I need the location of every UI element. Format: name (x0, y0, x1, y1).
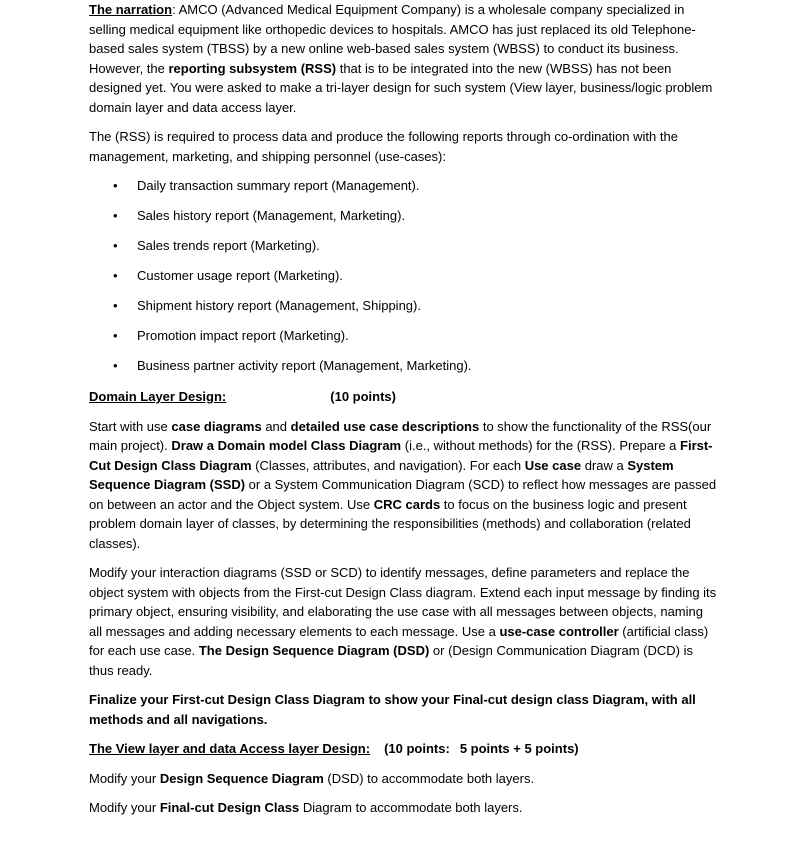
bullet-icon: • (113, 358, 118, 373)
document-page (89, 0, 719, 818)
bullet-icon: • (113, 208, 118, 223)
bullet-icon: • (113, 178, 118, 193)
domain-heading-label: Domain Layer Design: (89, 389, 227, 404)
bullet-icon: • (113, 298, 118, 313)
domain-layer-heading (89, 387, 719, 407)
list-item: • Sales trends report (Marketing). (89, 236, 719, 266)
view-heading-points: (10 points: 5 points + 5 points) (384, 741, 579, 756)
list-item: • Customer usage report (Marketing). (89, 266, 719, 296)
list-item: • Daily transaction summary report (Management). (89, 176, 719, 206)
narration-label: The narration (89, 2, 173, 17)
view-heading-label: The View layer and data Access layer Design: (89, 741, 371, 756)
modify-interaction-paragraph: Modify your interaction diagrams (SSD or SCD) to identify messages, define parameters and replace the object system with objects from the First-cut Design Class diagram. Extend each input message by finding its primary object, ensuring visibility, and elaborating the use case with all messages between objects, naming all messages and adding necessary elements to each message. Use a use-case controller (artificial class) for each use case. The Design Sequence Diagram (DSD) or (Design Communication Diagram (DCD) is thus ready. (89, 565, 717, 678)
modify-final-cut-paragraph: Modify your Final-cut Design Class Diagram to accommodate both layers. (89, 800, 523, 815)
list-item: • Sales history report (Management, Marketing). (89, 206, 719, 236)
narration-paragraph: The narration: AMCO (Advanced Medical Equipment Company) is a wholesale company specialized in selling medical equipment like orthopedic devices to hospitals. AMCO has just replaced its old Telephone-based sales system (TBSS) by a new online web-based sales system (WBSS) to conduct its business. However, the reporting subsystem (RSS) that is to be integrated into the new (WBSS) has not been designed yet. You were asked to make a tri-layer design for such system (View layer, business/logic problem domain layer and data access layer. (89, 2, 713, 115)
finalize-paragraph: Finalize your First-cut Design Class Diagram to show your Final-cut design class Diagram, with all methods and all navigations. (89, 692, 696, 727)
list-item: • Shipment history report (Management, Shipping). (89, 296, 719, 326)
bullet-icon: • (113, 238, 118, 253)
domain-paragraph: Start with use case diagrams and detailed use case descriptions to show the functionality of the RSS(our main project). Draw a Domain model Class Diagram (i.e., without methods) for the (RSS). Prepare a First-Cut Design Class Diagram (Classes, attributes, and navigation). For each Use case draw a System Sequence Diagram (SSD) or a System Communication Diagram (SCD) to reflect how messages are passed on between an actor and the Object system. Use CRC cards to focus on the business logic and present problem domain layer of classes, by determining the responsibilities (methods) and collaboration (related classes). (89, 418, 717, 551)
list-item: • Promotion impact report (Marketing). (89, 326, 719, 356)
bullet-icon: • (113, 268, 118, 283)
bullet-icon: • (113, 328, 118, 343)
list-item: • Business partner activity report (Management, Marketing). (89, 356, 719, 386)
reports-list (89, 176, 719, 386)
rss-term: reporting subsystem (RSS) (168, 60, 337, 76)
domain-heading-points: (10 points) (330, 389, 396, 404)
rss-intro-paragraph: The (RSS) is required to process data and produce the following reports through co-ordination with the management, marketing, and shipping personnel (use-cases): (89, 129, 678, 164)
view-layer-heading (89, 739, 719, 759)
modify-dsd-paragraph: Modify your Design Sequence Diagram (DSD) to accommodate both layers. (89, 770, 535, 786)
